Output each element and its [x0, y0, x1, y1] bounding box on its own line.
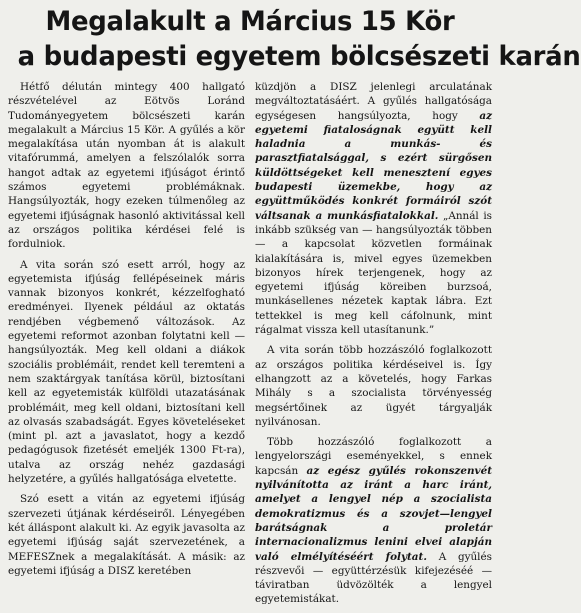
paragraph-poland-emphasis: az egész gyűlés rokonszenvét nyilvánította az iránt a harc iránt, amelyet a lengyel nép a szocialista demokratizmus és a szovjet—lengyel barátságnak a proletár internacionalizmus lenini elvei alapján való elmélyítéséért folytat.: [255, 464, 492, 563]
article-headline: [17, 4, 581, 74]
right-column: [255, 80, 492, 613]
paragraph-debate: A vita során szó esett arról, hogy az egyetemista ifjúság fellépéseinek máris vannak bizonyos konkrét, kézzelfogható eredményei. Ilyenek például az oktatás rendjében végbemenő változások. Az egyetemi reformot azonban folytatni kell — hangsúlyozták. Meg kell oldani a diákok szociális problémáit, rendet kell teremteni a nem szaktárgyak tanítása körül, biztosítani kell az egyetemisták külföldi utazatásának problémáit, meg kell oldani, biztosítani kell az olvasás szabadságát. Egyes követeléseket (mint pl. azt a javaslatot, hogy a kezdő pedagógusok fizetését emeljék 1300 Ft-ra), utalva az ország nehéz gazdasági helyzetére, a gyűlés hallgatósága elvetette.: [8, 258, 245, 486]
paragraph-disz-emphasis: az egyetemi fiataloságnak együtt kell haladnia a munkás- és parasztfiatalsággal, s ezért sürgősen küldöttségeket kell menesztení egyes budapesti üzemekbe, hogy az együttműködés konkrét formáiról szót váltsanak a munkásfiatalokkal.: [255, 109, 492, 222]
paragraph-national-politics: A vita során több hozzászóló foglalkozott az országos politika kérdéseivel is. Így elhangzott az a követelés, hogy Farkas Mihály s a szocialista törvényesség megsértőinek az ügyét tárgyalják nyilvánosan.: [255, 344, 492, 428]
paragraph-poland-text: Több hozzászóló foglalkozott a lengyelországi eseményekkel, s ennek kapcsán: [255, 436, 492, 477]
paragraph-poland: [255, 435, 492, 607]
headline-line-2: a budapesti egyetem bölcsészeti karán: [17, 41, 581, 72]
paragraph-organization: Szó esett a vitán az egyetemi ifjúság szervezeti útjának kérdéseiről. Lényegében két álláspont alakult ki. Az egyik javasolta az egyetemi ifjúság saját szervezetének, a MEFESZnek a megalakítását. A másik: az egyetemi ifjúság a DISZ keretében: [8, 493, 245, 577]
left-column: [8, 80, 245, 613]
paragraph-disz-text: küzdjön a DISZ jelenlegi arculatának megváltoztatásáért. A gyűlés hallgatósága egységesen hangsúlyozta, hogy: [255, 81, 492, 122]
paragraph-poland-tail: A gyűlés részvevői — együttérzésük kifejezéséé — táviratban üdvözölték a lengyel egyetemistákat.: [255, 550, 492, 606]
headline-line-1: Megalakult a Március 15 Kör: [45, 6, 455, 37]
paragraph-disz-tail: „Annál is inkább szükség van — hangsúlyozták többen — a kapcsolat közvetlen formáinak kialakítására is, mivel egyes üzemekben bizonyos hírek terjengenek, hogy az egyetemi ifjúság köreiben burzsoá, munkásellenes nézetek kaptak lábra. Ezt tettekkel is meg kell cáfolnunk, mint rágalmat vissza kell utasítanunk.”: [255, 209, 492, 337]
paragraph-intro: Hétfő délután mintegy 400 hallgató részvételével az Eötvös Loránd Tudományegyetem bölcsészeti karán megalakult a Március 15 Kör. A gyűlés a kör megalakítása után nyomban át is alakult vitafórummá, amelyen a felszólalók sorra hangot adtak az egyetemi ifjúságot érintő számos egyetemi problémáknak. Hangsúlyozták, hogy ezeken túlmenőleg az egyetemi ifjúságnak hasonló aktivitással kell az országos politika kérdései felé is fordulniok.: [8, 81, 245, 251]
article-body: [8, 80, 492, 613]
paragraph-disz: [255, 80, 492, 337]
